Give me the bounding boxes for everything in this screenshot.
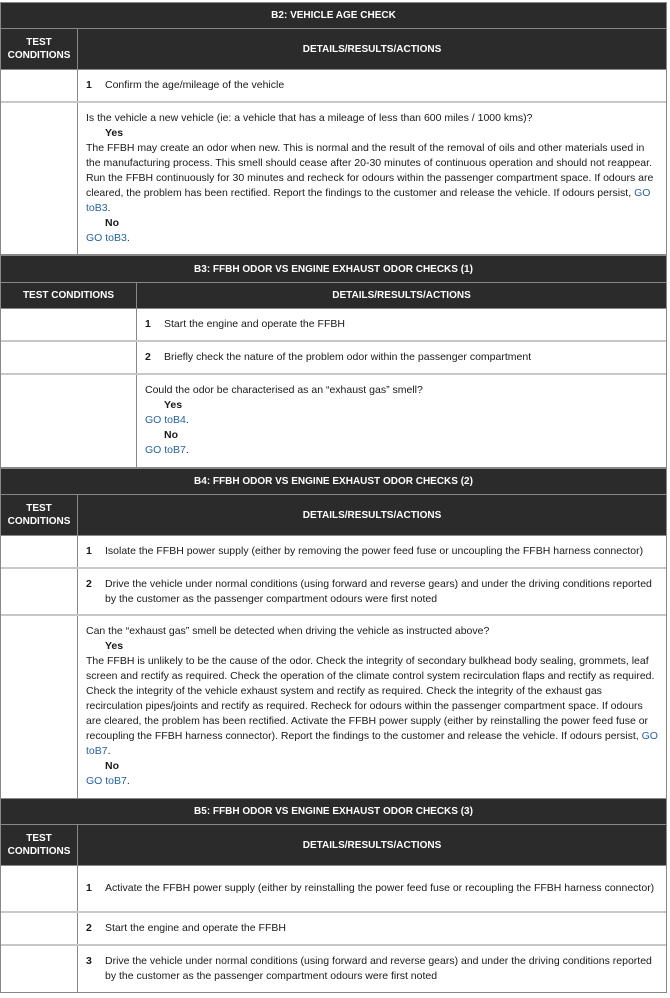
table-title: B4: FFBH ODOR VS ENGINE EXHAUST ODOR CHECKS (2) bbox=[1, 469, 666, 495]
step-number: 2 bbox=[86, 922, 92, 934]
step-2 bbox=[86, 577, 658, 607]
no-action: GO toB7. bbox=[86, 775, 130, 787]
step-2 bbox=[145, 350, 531, 365]
step-3 bbox=[86, 954, 658, 984]
table-row bbox=[1, 569, 666, 616]
table-row bbox=[1, 946, 666, 992]
question: Is the vehicle a new vehicle (ie: a vehicle that has a mileage of less than 600 miles / 1000 kms)? bbox=[86, 112, 533, 124]
question: Could the odor be characterised as an “exhaust gas” smell? bbox=[145, 384, 423, 396]
go-to-b7-link[interactable]: GO toB7 bbox=[86, 730, 658, 757]
conditions-cell bbox=[1, 342, 137, 373]
details-cell bbox=[78, 946, 666, 992]
no-label: No bbox=[105, 760, 119, 772]
step-text: Drive the vehicle under normal conditions (using forward and reverse gears) and under the driving conditions reported by the customer as the passenger compartment odours were first noted bbox=[105, 577, 652, 605]
conditions-cell bbox=[1, 309, 137, 340]
conditions-cell bbox=[1, 536, 78, 567]
go-to-b3-link[interactable]: GO toB3 bbox=[86, 232, 127, 244]
table-b3 bbox=[0, 255, 667, 468]
yes-label: Yes bbox=[105, 640, 124, 652]
table-row bbox=[1, 375, 666, 467]
step-number: 1 bbox=[86, 545, 92, 557]
col-details: DETAILS/RESULTS/ACTIONS bbox=[302, 509, 442, 521]
question: Can the “exhaust gas” smell be detected when driving the vehicle as instructed above? bbox=[86, 625, 490, 637]
details-cell bbox=[137, 375, 666, 467]
step-text: Confirm the age/mileage of the vehicle bbox=[105, 79, 285, 91]
no-action: GO toB3. bbox=[86, 232, 130, 244]
conditions-cell bbox=[1, 103, 78, 254]
table-row bbox=[1, 342, 666, 375]
table-header bbox=[1, 283, 666, 309]
table-row bbox=[1, 70, 666, 103]
step-text: Start the engine and operate the FFBH bbox=[105, 922, 286, 934]
conditions-cell bbox=[1, 70, 78, 101]
table-row bbox=[1, 536, 666, 569]
step-2 bbox=[86, 921, 286, 936]
go-to-b4-link[interactable]: GO toB4 bbox=[145, 414, 186, 426]
step-number: 2 bbox=[145, 351, 151, 363]
col-details: DETAILS/RESULTS/ACTIONS bbox=[302, 43, 442, 55]
no-label: No bbox=[105, 217, 119, 229]
yes-label: Yes bbox=[164, 399, 183, 411]
no-label: No bbox=[164, 429, 178, 441]
yes-text: The FFBH may create an odor when new. This is normal and the result of the removal of oils and other materials used in the manufacturing process. This smell should cease after 20-30 minutes of continuous operation and should not reappear. Run the FFBH continuously for 30 minutes and recheck for odours within the passenger compartment space. If odours are cleared, the problem has been rectified. Report the findings to the customer and release the vehicle. If odours persist, bbox=[86, 142, 654, 199]
table-row bbox=[1, 616, 666, 798]
go-to-b7-link[interactable]: GO toB7 bbox=[86, 775, 127, 787]
step-text: Activate the FFBH power supply (either by reinstalling the power feed fuse or recoupling the FFBH harness connector) bbox=[105, 882, 655, 894]
step-text: Briefly check the nature of the problem odor within the passenger compartment bbox=[164, 351, 532, 363]
col-test-conditions: TEST CONDITIONS bbox=[1, 495, 78, 535]
col-test-conditions: TEST CONDITIONS bbox=[1, 283, 137, 308]
conditions-cell bbox=[1, 616, 78, 798]
table-header bbox=[1, 29, 666, 70]
step-1 bbox=[86, 544, 643, 559]
conditions-cell bbox=[1, 866, 78, 911]
table-b4 bbox=[0, 468, 667, 799]
table-b5 bbox=[0, 798, 667, 993]
step-1 bbox=[145, 317, 345, 332]
details-cell bbox=[78, 103, 666, 254]
yes-action: The FFBH is unlikely to be the cause of the odor. Check the integrity of secondary bulkhead body sealing, grommets, leaf screen and rectify as required. Check the operation of the climate control system recirculation flaps and rectify as required. Check the integrity of the vehicle exhaust system and rectify as required. Check the integrity of the exhaust gas recirculation pipes/joints and rectify as required. Recheck for odours within the passenger compartment space. If odours are cleared, the problem has been rectified. Activate the FFBH power supply (either by reinstalling the power feed fuse or recoupling the FFBH harness connector). Report the findings to the customer and release the vehicle. If odours persist, GO toB7. bbox=[86, 655, 658, 757]
step-number: 1 bbox=[86, 882, 92, 894]
conditions-cell bbox=[1, 375, 137, 467]
step-number: 1 bbox=[145, 318, 151, 330]
table-row bbox=[1, 866, 666, 913]
details-cell bbox=[78, 866, 666, 911]
step-text: Drive the vehicle under normal conditions (using forward and reverse gears) and under the driving conditions reported by the customer as the passenger compartment odours were first noted bbox=[105, 955, 652, 982]
details-cell bbox=[78, 70, 666, 101]
go-to-b3-link[interactable]: GO toB3 bbox=[86, 187, 651, 214]
details-cell bbox=[137, 309, 666, 340]
conditions-cell bbox=[1, 913, 78, 944]
details-cell bbox=[137, 342, 666, 373]
step-1 bbox=[86, 78, 284, 93]
table-header bbox=[1, 825, 666, 866]
table-row bbox=[1, 103, 666, 254]
conditions-cell bbox=[1, 569, 78, 614]
table-title: B5: FFBH ODOR VS ENGINE EXHAUST ODOR CHECKS (3) bbox=[1, 799, 666, 825]
no-action: GO toB7. bbox=[145, 444, 189, 456]
step-text: Start the engine and operate the FFBH bbox=[164, 318, 345, 330]
col-details: DETAILS/RESULTS/ACTIONS bbox=[332, 290, 471, 301]
details-cell bbox=[78, 616, 666, 798]
col-details: DETAILS/RESULTS/ACTIONS bbox=[302, 839, 442, 851]
col-test-conditions: TEST CONDITIONS bbox=[1, 825, 78, 865]
step-number: 3 bbox=[86, 955, 92, 967]
step-number: 1 bbox=[86, 79, 92, 91]
table-title: B2: VEHICLE AGE CHECK bbox=[1, 3, 666, 29]
table-header bbox=[1, 495, 666, 536]
table-b2 bbox=[0, 2, 667, 255]
table-row bbox=[1, 913, 666, 946]
step-1 bbox=[86, 881, 654, 896]
step-text: Isolate the FFBH power supply (either by removing the power feed fuse or uncoupling the FFBH harness connector) bbox=[105, 545, 644, 557]
details-cell bbox=[78, 536, 666, 567]
details-cell bbox=[78, 569, 666, 614]
go-to-b7-link[interactable]: GO toB7 bbox=[145, 444, 186, 456]
step-number: 2 bbox=[86, 577, 92, 590]
conditions-cell bbox=[1, 946, 78, 992]
table-title: B3: FFBH ODOR VS ENGINE EXHAUST ODOR CHECKS (1) bbox=[1, 256, 666, 283]
yes-label: Yes bbox=[105, 127, 124, 139]
details-cell bbox=[78, 913, 666, 944]
col-test-conditions: TEST CONDITIONS bbox=[1, 29, 78, 69]
yes-action: The FFBH may create an odor when new. This is normal and the result of the removal of oils and other materials used in the manufacturing process. This smell should cease after 20-30 minutes of continuous operation and should not reappear. Run the FFBH continuously for 30 minutes and recheck for odours within the passenger compartment space. If odours are cleared, the problem has been rectified. Report the findings to the customer and release the vehicle. If odours persist, GO toB3. bbox=[86, 142, 654, 214]
table-row bbox=[1, 309, 666, 342]
yes-action: GO toB4. bbox=[145, 414, 189, 426]
yes-text: The FFBH is unlikely to be the cause of the odor. Check the integrity of secondary bulkhead body sealing, grommets, leaf screen and rectify as required. Check the operation of the climate control system recirculation flaps and rectify as required. Check the integrity of the vehicle exhaust system and rectify as required. Check the integrity of the exhaust gas recirculation pipes/joints and rectify as required. Recheck for odours within the passenger compartment space. If odours are cleared, the problem has been rectified. Activate the FFBH power supply (either by reinstalling the power feed fuse or recoupling the FFBH harness connector). Report the findings to the customer and release the vehicle. If odours persist, bbox=[86, 655, 655, 742]
